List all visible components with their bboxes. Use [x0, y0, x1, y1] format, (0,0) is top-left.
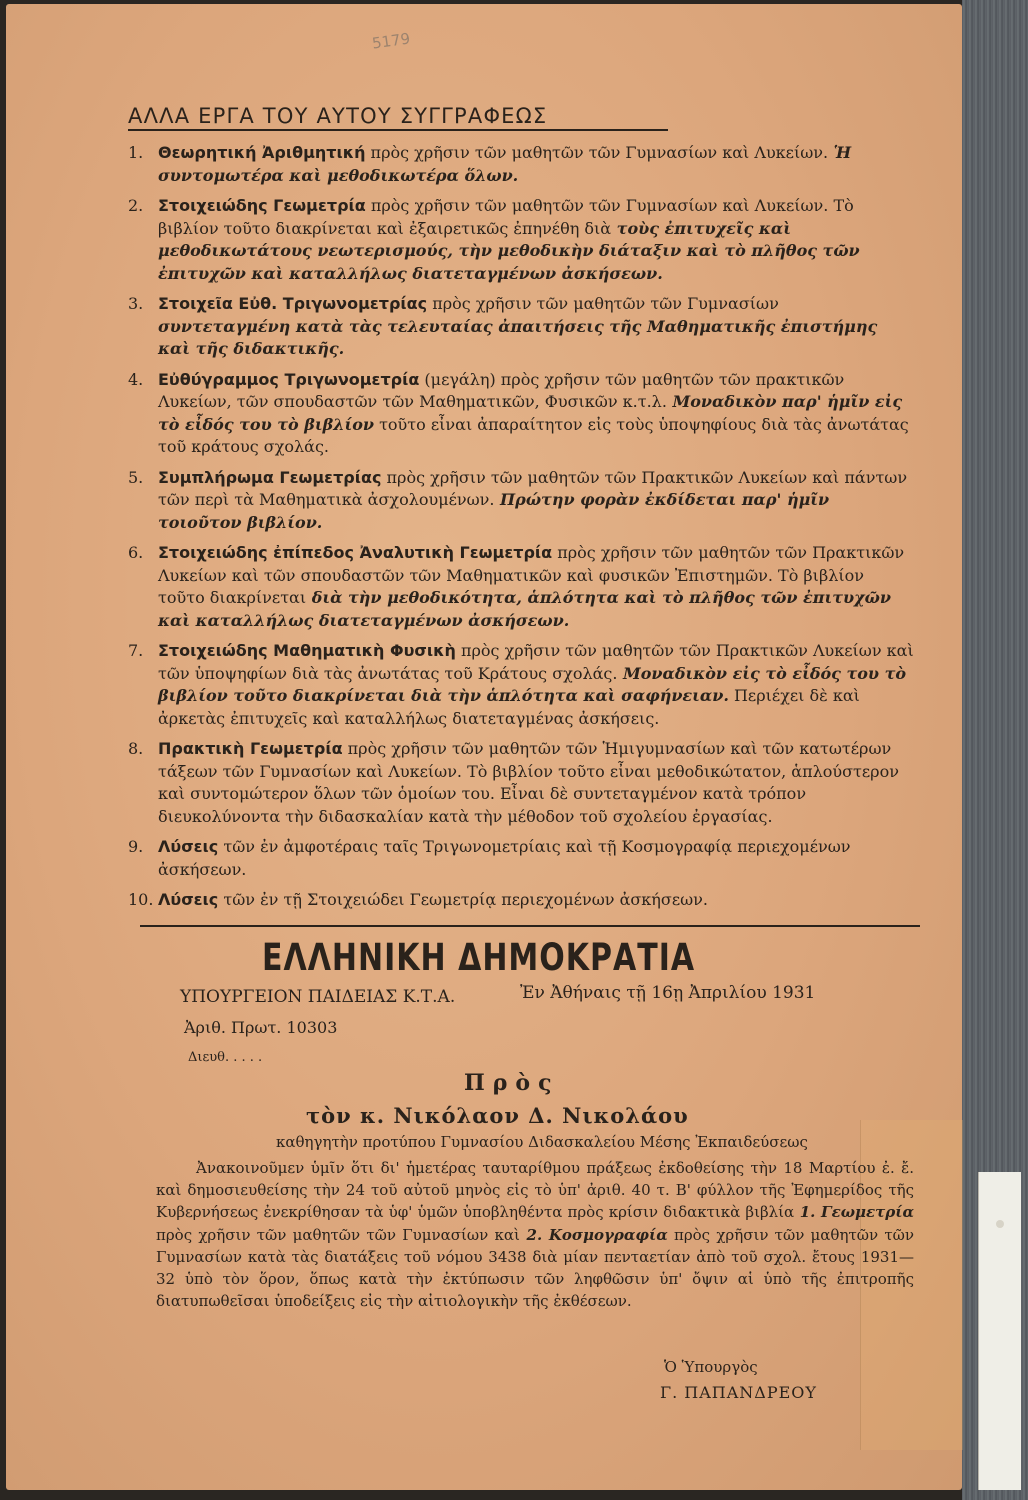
work-description — [158, 293, 914, 361]
department-line: Διευθ. . . . . — [188, 1050, 263, 1065]
work-text: τῶν ἐν ἀμφοτέραις ταῖς Τριγωνομετρίαις καὶ τῇ Κοσμογραφίᾳ περιεχομένων ἀσκήσεων. — [158, 837, 851, 879]
work-item — [128, 640, 914, 730]
work-text: (μεγάλη) πρὸς χρῆσιν τῶν μαθητῶν τῶν πρακτικῶν Λυκείων, τῶν σπουδαστῶν τῶν Μαθηματικῶν, Φυσικῶν κ.τ.λ. — [158, 369, 845, 411]
work-item — [128, 293, 914, 361]
letter-text: πρὸς χρῆσιν τῶν μαθητῶν τῶν Γυμνασίων καὶ — [156, 1225, 520, 1244]
work-italic: τοὺς ἐπιτυχεῖς καὶ μεθοδικωτάτους νεωτερισμούς, τὴν μεθοδικὴν διάταξιν καὶ τὸ πλῆθος τῶν ἐπιτυχῶν καὶ καταλλήλως διατεταγμένων ἀσκήσεων. — [158, 218, 860, 283]
work-italic: συντεταγμένη κατὰ τὰς τελευταίας ἀπαιτήσεις τῆς Μαθηματικῆς ἐπιστήμης καὶ τῆς διδακτικῆς. — [158, 316, 878, 358]
work-number: 4. — [128, 369, 144, 389]
page-heading: ΑΛΛΑ ΕΡΓΑ ΤΟΥ ΑΥΤΟΥ ΣΥΓΓΡΑΦΕΩΣ — [128, 104, 668, 131]
work-title: Στοιχεῖα Εὐθ. Τριγωνομετρίας — [158, 294, 428, 313]
work-number: 2. — [128, 196, 144, 215]
work-text: πρὸς χρῆσιν τῶν μαθητῶν τῶν Γυμνασίων καὶ Λυκείων. Τὸ βιβλίον τοῦτο διακρίνεται καὶ ἐξαιρετικῶς ἐπηνέθη διὰ — [158, 196, 854, 238]
work-description — [158, 195, 914, 285]
letter-body — [156, 1157, 914, 1312]
letter-book-2: 2. Κοσμογραφία — [519, 1225, 668, 1244]
works-list — [128, 142, 914, 920]
signature-name: Γ. ΠΑΠΑΝΔΡΕΟΥ — [660, 1383, 817, 1402]
work-text: πρὸς χρῆσιν τῶν μαθητῶν τῶν Πρακτικῶν Λυκείων καὶ τῶν σπουδαστῶν τῶν Μαθηματικῶν καὶ φυσικῶν Ἐπιστημῶν. Τὸ βιβλίον τοῦτο διακρίνεται — [158, 543, 905, 607]
work-number: 7. — [128, 641, 144, 660]
work-number: 9. — [128, 837, 144, 856]
work-item — [128, 142, 914, 187]
pencil-mark: 5179 — [370, 29, 412, 53]
work-italic: διὰ τὴν μεθοδικότητα, ἁπλότητα καὶ τὸ πλῆθος τῶν ἐπιτυχῶν καὶ καταλλήλως διατεταγμένων ἀσκήσεων. — [158, 588, 891, 630]
work-text: τοῦτο εἶναι ἀπαραίτητον εἰς τοὺς ὑποψηφίους διὰ τὰς ἀνωτάτας τοῦ κράτους σχολάς. — [158, 414, 909, 456]
ministry-line: ΥΠΟΥΡΓΕΙΟΝ ΠΑΙΔΕΙΑΣ Κ.Τ.Α. — [180, 987, 456, 1007]
addressee-name: τὸν κ. Νικόλαον Δ. Νικολάου — [306, 1103, 689, 1128]
work-title: Πρακτικὴ Γεωμετρία — [158, 739, 343, 758]
work-number: 3. — [128, 294, 144, 313]
work-item — [128, 467, 914, 535]
work-title: Στοιχειώδης Μαθηματικὴ Φυσικὴ — [158, 641, 456, 660]
letter-text: Ἀνακοινοῦμεν ὑμῖν ὅτι δι' ἡμετέρας ταυταρίθμου πράξεως ἐκδοθείσης τὴν 18 Μαρτίου ἐ. ἔ. καὶ δημοσιευθείσης τὴν 24 τοῦ αὐτοῦ μηνὸς εἰς τὸ ὑπ' ἀριθ. 40 τ. Β' φύλλον τῆς Ἐφημερίδος τῆς Κυβερνήσεως ἐνεκρίθησαν τὰ ὑφ' ὑμῶν ὑποβληθέντα πρὸς κρίσιν διδακτικὰ βιβλία — [156, 1159, 914, 1222]
work-text: πρὸς χρῆσιν τῶν μαθητῶν τῶν Πρακτικῶν Λυκείων καὶ πάντων τῶν περὶ τὰ Μαθηματικὰ ἀσχολουμένων. — [158, 467, 908, 509]
work-item — [128, 889, 914, 912]
work-text: τῶν ἐν τῇ Στοιχειώδει Γεωμετρίᾳ περιεχομένων ἀσκήσεων. — [218, 890, 708, 909]
work-number: 5. — [128, 467, 144, 487]
work-number: 6. — [128, 543, 144, 562]
work-title: Συμπλήρωμα Γεωμετρίας — [158, 467, 382, 487]
place-date: Ἐν Ἀθήναις τῇ 16ῃ Ἀπριλίου 1931 — [520, 983, 816, 1003]
work-title: Στοιχειώδης Γεωμετρία — [158, 196, 366, 215]
work-number: 10. — [128, 890, 154, 909]
work-number: 8. — [128, 739, 144, 758]
republic-heading: ΕΛΛΗΝΙΚΗ ΔΗΜΟΚΡΑΤΙΑ — [262, 936, 696, 980]
work-description — [158, 467, 914, 535]
protocol-number: Ἀριθ. Πρωτ. 10303 — [184, 1018, 338, 1037]
work-text: πρὸς χρῆσιν τῶν μαθητῶν τῶν Γυμνασίων — [427, 294, 779, 313]
work-italic: Μοναδικὸν εἰς τὸ εἶδός του τὸ βιβλίον τοῦτο διακρίνεται διὰ τὴν ἁπλότητα καὶ σαφήνειαν. — [158, 663, 907, 705]
salutation-pros: Πρὸς — [464, 1070, 560, 1096]
work-title: Λύσεις — [158, 837, 219, 856]
work-description — [158, 369, 914, 459]
work-italic: Μοναδικὸν παρ' ἡμῖν εἰς τὸ εἶδός του τὸ βιβλίον — [158, 392, 903, 434]
work-title: Θεωρητική Ἀριθμητική — [158, 143, 366, 162]
work-italic: Ἡ συντομωτέρα καὶ μεθοδικωτέρα ὅλων. — [158, 143, 852, 185]
work-item — [128, 738, 914, 828]
work-title: Λύσεις — [158, 890, 219, 909]
work-item — [128, 836, 914, 881]
work-italic: Πρώτην φορὰν ἐκδίδεται παρ' ἡμῖν τοιοῦτον βιβλίον. — [158, 490, 830, 532]
work-text: Περιέχει δὲ καὶ ἀρκετὰς ἐπιτυχεῖς καὶ καταλλήλως διατεταγμένας ἀσκήσεις. — [158, 686, 860, 728]
work-item — [128, 542, 914, 632]
work-description — [158, 889, 914, 912]
spine-label-mark — [996, 1220, 1004, 1228]
letter-text: πρὸς χρῆσιν τῶν μαθητῶν τῶν Γυμνασίων κατὰ τὰς διατάξεις τοῦ νόμου 3438 διὰ μίαν πενταετίαν ἀπὸ τοῦ σχολ. ἔτους 1931—32 ὑπὸ τὸν ὅρον, ὅπως κατὰ τὴν ἐκτύπωσιν τῶν ληφθῶσιν ὑπ' ὄψιν αἱ ὑπὸ τῆς ἐπιτροπῆς διατυπωθεῖσαι ὑποδείξεις εἰς τὴν αἰτιολογικὴν τῆς ἐκθέσεων. — [156, 1225, 914, 1311]
work-item — [128, 369, 914, 459]
work-description — [158, 640, 914, 730]
divider-rule — [140, 925, 920, 927]
work-description — [158, 142, 914, 187]
work-title: Εὐθύγραμμος Τριγωνομετρία — [158, 369, 420, 389]
work-number: 1. — [128, 143, 144, 162]
work-text: πρὸς χρῆσιν τῶν μαθητῶν τῶν Ἡμιγυμνασίων καὶ τῶν κατωτέρων τάξεων τῶν Γυμνασίων καὶ Λυκείων. Τὸ βιβλίον τοῦτο εἶναι μεθοδικώτατον, ἁπλούστερον καὶ συντομώτερον ὅλων τῶν ὁμοίων του. Εἶναι δὲ συντεταγμένον κατὰ τρόπον διευκολύνοντα τὴν διδασκαλίαν κατὰ τὴν μέθοδον τοῦ σχολείου ἐργασίας. — [158, 739, 899, 826]
work-text: πρὸς χρῆσιν τῶν μαθητῶν τῶν Γυμνασίων καὶ Λυκείων. — [365, 143, 829, 162]
work-item — [128, 195, 914, 285]
work-description — [158, 738, 914, 828]
signature-role: Ὁ Ὑπουργὸς — [664, 1358, 758, 1376]
letter-book-1: 1. Γεωμετρία — [794, 1203, 915, 1222]
work-text: πρὸς χρῆσιν τῶν μαθητῶν τῶν Πρακτικῶν Λυκείων καὶ τῶν ὑποψηφίων διὰ τὰς ἀνωτάτας τοῦ Κράτους σχολάς. — [158, 641, 914, 683]
work-title: Στοιχειώδης ἐπίπεδος Ἀναλυτικὴ Γεωμετρία — [158, 543, 553, 562]
work-description — [158, 542, 914, 632]
addressee-title: καθηγητὴν προτύπου Γυμνασίου Διδασκαλείου Μέσης Ἐκπαιδεύσεως — [276, 1133, 808, 1151]
work-description — [158, 836, 914, 881]
